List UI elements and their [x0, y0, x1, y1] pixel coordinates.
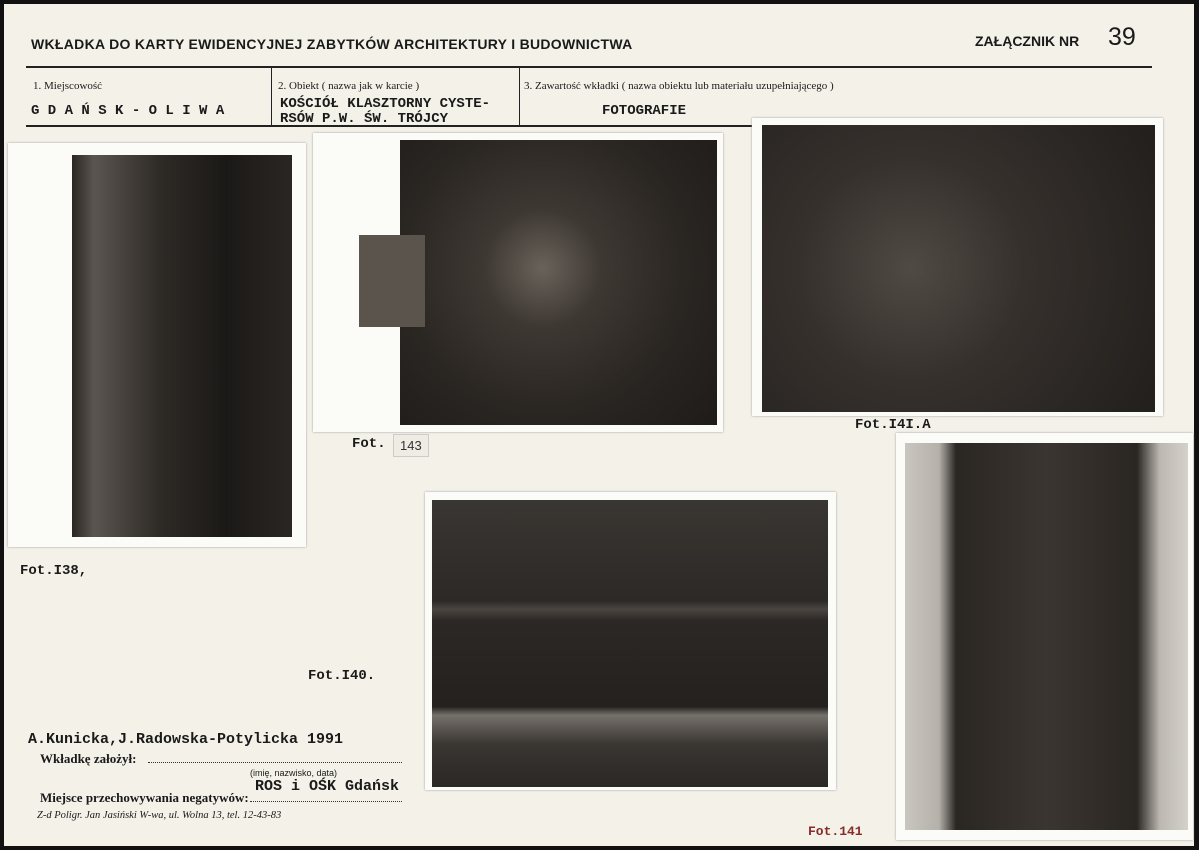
printer-imprint: Z-d Poligr. Jan Jasiński W-wa, ul. Wolna 13, tel. 12-43-83 [37, 810, 282, 821]
storage-value: ROS i OŚK Gdańsk [255, 778, 400, 795]
content-value: FOTOGRAFIE [602, 103, 687, 119]
locality-value: G D A Ń S K - O L I W A [31, 103, 225, 119]
storage-dotted-line [250, 801, 402, 802]
header-rule-top [26, 66, 1152, 68]
caption-fot-138: Fot.I38, [20, 563, 88, 579]
authors-typed: A.Kunicka,J.Radowska-Potylicka 1991 [28, 731, 344, 748]
locality-label: 1. Miejscowość [33, 80, 103, 92]
annex-label: ZAŁĄCZNIK NR [975, 33, 1080, 49]
photo-143-lock [313, 133, 723, 432]
annex-number: 39 [1108, 23, 1136, 51]
storage-label: Miejsce przechowywania negatywów: [40, 790, 249, 805]
caption-fot-141a: Fot.I4I.A [855, 417, 931, 433]
caption-fot-140: Fot.I40. [308, 668, 376, 684]
founder-hint: (imię, nazwisko, data) [250, 768, 338, 778]
lock-box [359, 235, 425, 327]
founder-label: Wkładkę założył: [40, 751, 137, 766]
photo-image [905, 443, 1188, 830]
photo-141-portal [896, 433, 1193, 840]
document-title: WKŁADKA DO KARTY EWIDENCYJNEJ ZABYTKÓW ARCHITEKTURY I BUDOWNICTWA [31, 36, 633, 52]
photo-138-door [8, 143, 306, 547]
caption-fot-141: Fot.141 [808, 824, 863, 839]
object-value-line1: KOŚCIÓŁ KLASZTORNY CYSTE- [280, 96, 491, 112]
field-divider [271, 68, 272, 126]
photo-image [400, 140, 717, 425]
caption-fot-143-number: 143 [393, 434, 429, 457]
photo-image [432, 500, 828, 787]
founder-dotted-line [148, 762, 402, 763]
photo-image [72, 155, 292, 537]
field-divider [519, 68, 520, 126]
photo-image [762, 125, 1155, 412]
object-label: 2. Obiekt ( nazwa jak w karcie ) [278, 80, 420, 92]
caption-fot-143-prefix: Fot. [352, 436, 386, 452]
object-value-line2: RSÓW P.W. ŚW. TRÓJCY [280, 111, 449, 127]
content-label: 3. Zawartość wkładki ( nazwa obiektu lub materiału uzupełniającego ) [524, 80, 834, 92]
photo-141a-door-detail [752, 118, 1163, 416]
photo-140-door-bottom [425, 492, 836, 790]
